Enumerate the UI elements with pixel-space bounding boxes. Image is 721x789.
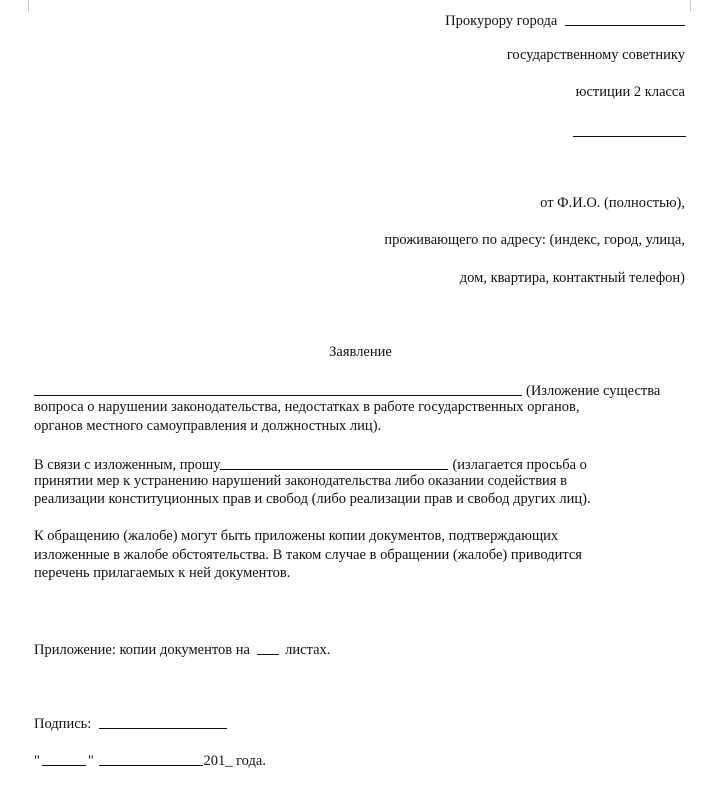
month-blank[interactable]: [99, 751, 203, 766]
rank-line-2: юстиции 2 класса: [575, 84, 685, 100]
essence-blank[interactable]: [34, 381, 522, 396]
quote-close: ": [87, 753, 94, 769]
crop-mark-left: [28, 0, 29, 12]
paragraph-3-line-1: К обращению (жалобе) могут быть приложены копии документов, подтверждающих: [34, 528, 559, 544]
signature-label: Подпись:: [34, 716, 92, 732]
address-line-2: дом, квартира, контактный телефон): [459, 270, 685, 286]
signature-line: [34, 713, 227, 733]
addressee-line: [445, 10, 685, 30]
rank-line-1: государственному советнику: [506, 47, 685, 63]
quote-open: ": [34, 753, 40, 769]
paragraph-1-line-2: вопроса о нарушении законодательства, недостатках в работе государственных органов,: [34, 399, 580, 415]
year-text: 201_ года.: [203, 753, 266, 769]
address-line-1: проживающего по адресу: (индекс, город, улица,: [384, 232, 685, 248]
paragraph-1-line-1: [34, 380, 660, 400]
attachment-tail: листах.: [285, 642, 331, 658]
addressee-label: Прокурору города: [445, 13, 558, 29]
from-line: от Ф.И.О. (полностью),: [540, 195, 685, 211]
paragraph-3-line-3: перечень прилагаемых к ней документов.: [34, 565, 291, 581]
attachment-line: [34, 639, 330, 659]
paragraph-1-line-3: органов местного самоуправления и должностных лиц).: [34, 418, 382, 434]
paragraph-2-line-3: реализации конституционных прав и свобод (либо реализации прав и свобод других лиц).: [34, 491, 591, 507]
paragraph-3-line-2: изложенные в жалобе обстоятельства. В таком случае в обращении (жалобе) приводится: [34, 547, 582, 563]
city-blank[interactable]: [565, 11, 685, 26]
prosecutor-name-blank[interactable]: [573, 136, 686, 137]
signature-blank[interactable]: [99, 714, 227, 729]
request-blank[interactable]: [220, 455, 448, 470]
paragraph-2-tail: (излагается просьба о: [452, 457, 587, 473]
attachment-head: Приложение: копии документов на: [34, 642, 250, 658]
paragraph-1-tail: (Изложение существа: [526, 383, 661, 399]
crop-mark-right: [690, 0, 691, 12]
date-line: [34, 750, 266, 770]
document-title: Заявление: [329, 344, 392, 360]
paragraph-2-line-2: принятии мер к устранению нарушений законодательства либо оказании содействия в: [34, 473, 567, 489]
paragraph-2-head: В связи с изложенным, прошу: [34, 457, 221, 473]
day-blank[interactable]: [42, 751, 86, 766]
sheet-count-blank[interactable]: [257, 640, 279, 655]
paragraph-2-line-1: [34, 454, 587, 474]
